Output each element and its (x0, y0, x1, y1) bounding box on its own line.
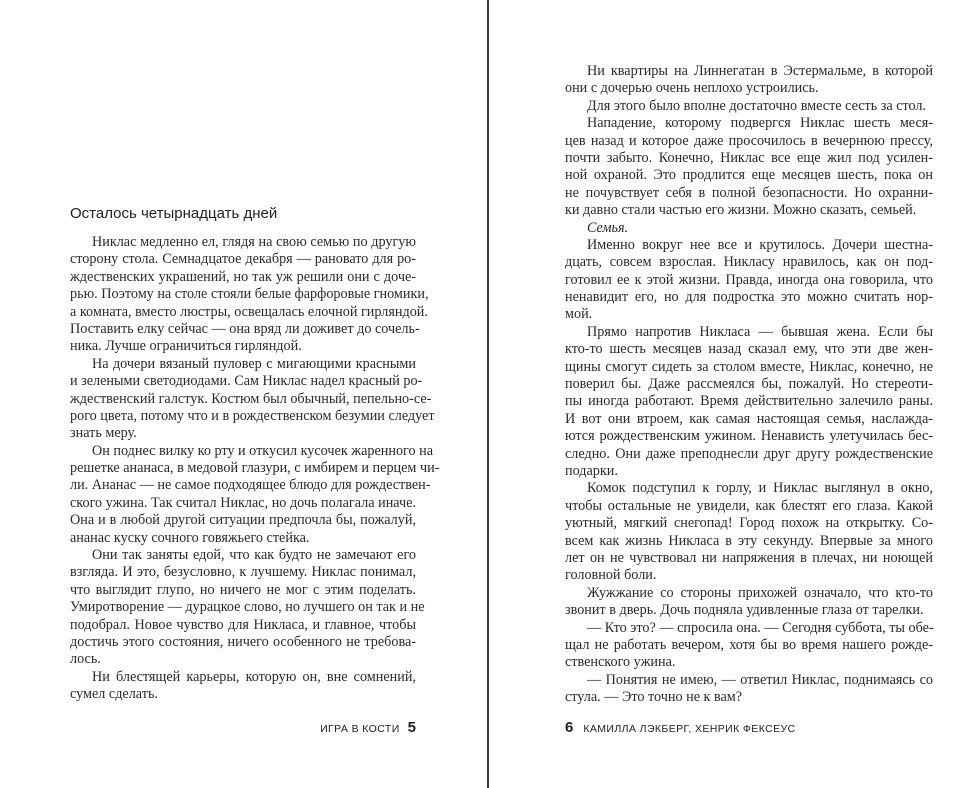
text-line: ника. Лучше ограничиться гирляндой. (70, 338, 302, 355)
paragraph (70, 669, 416, 704)
text-line: знать меру. (70, 425, 137, 442)
book-spine (487, 0, 489, 788)
text-line: головной боли. (565, 567, 657, 584)
paragraph (70, 547, 425, 669)
paragraph (70, 442, 440, 547)
right-page (565, 0, 933, 788)
text-line: щал не работать вечером, хотя бы во время нашего рожде- (565, 636, 933, 653)
text-line: ли. Ананас — не самое подходящее блюдо для рождествен- (70, 477, 431, 494)
text-line: ются рождественским ужином. Ненависть улетучилась бес- (565, 428, 933, 445)
text-line: не почувствует себя в полной безопасности. Но охранни- (565, 184, 933, 201)
text-line: уютный, мягкий снегопад! Город похож на открытку. Со- (565, 515, 933, 532)
left-page-footer (320, 719, 416, 737)
text-line: Умиротворение — дурацкое слово, но лучшего он так и не (70, 599, 425, 616)
paragraph (565, 115, 933, 219)
text-line: а комната, вместо люстры, освещалась елочной гирляндой. (70, 303, 428, 320)
paragraph (70, 234, 429, 356)
paragraph (565, 585, 933, 620)
text-line: ственского ужина. (565, 654, 676, 671)
text-line: Прямо напротив Никласа — бывшая жена. Если бы (587, 323, 933, 340)
page-number: 6 (565, 719, 574, 736)
paragraph (565, 63, 933, 98)
text-line: и зелеными светодиодами. Сам Никлас надел красный ро- (70, 373, 423, 390)
text-line: — Понятия не имею, — ответил Никлас, поднимаясь со (587, 671, 933, 688)
text-line: почти забыто. Конечно, Никлас все еще жил под усилен- (565, 149, 933, 166)
text-line: стула. — Это точно не к вам? (565, 689, 743, 706)
paragraph (70, 355, 435, 443)
text-line: подобрал. Новое чувство для Никласа, и главное, чтобы (70, 616, 416, 633)
paragraph (565, 480, 933, 584)
left-page (70, 0, 440, 788)
text-line: лет он не чувствовал ни напряжения в плечах, ни ноющей (565, 549, 933, 566)
text-line: ненавидит его, но для подростка это можно считать нор- (565, 289, 933, 306)
text-line: взгляда. И это, безусловно, к лучшему. Никлас понимал, (70, 564, 416, 581)
text-line: ского ужина. Так считал Никлас, но дочь полагала иначе. (70, 494, 416, 511)
text-line: щины смогут сидеть за столом вместе, Никлас, конечно, не (565, 358, 933, 375)
text-line: подарки. (565, 462, 618, 479)
text-line: Ни квартиры на Линнегатан в Эстермальме, в которой (587, 63, 933, 79)
text-line: На дочери вязаный пуловер с мигающими красными (92, 355, 416, 372)
right-page-body (565, 63, 933, 706)
text-line: поверил бы. Даже рассмеялся бы, пожалуй. Но стереоти- (565, 376, 933, 393)
right-page-footer (565, 719, 796, 737)
text-line: решетке ананаса, в медовой глазури, с имбирем и перцем чи- (70, 460, 440, 477)
text-line: сторону стола. Семнадцатое декабря — рановато для ро- (70, 251, 416, 268)
text-line: ждественский галстук. Костюм был обычный, пепельно-се- (70, 390, 432, 407)
text-line: Никлас медленно ел, глядя на свою семью по другую (92, 234, 416, 250)
text-line: следно. Они даже преподнесли друг другу рождественские (565, 445, 933, 462)
text-line: мой. (565, 306, 593, 323)
paragraph (565, 98, 933, 115)
text-line: чтобы остальные не увидели, как блестят его глаза. Какой (565, 497, 933, 514)
text-line: пы иногда работают. Время действительно залечило раны. (565, 393, 933, 410)
paragraph (565, 620, 933, 672)
text-line: рого цвета, потому что и в рождественском безумии следует (70, 407, 435, 424)
text-line: сумел сделать. (70, 686, 158, 703)
text-line: Именно вокруг нее все и крутилось. Дочери шестна- (587, 236, 933, 253)
text-line: ананас куску сочного говяжьего стейка. (70, 529, 310, 546)
paragraph (565, 672, 933, 707)
text-line: Семья. (587, 219, 629, 236)
paragraph (565, 237, 933, 324)
text-line: достичь этого состояния, ничего особенного не требова- (70, 633, 416, 650)
paragraph (565, 220, 933, 237)
text-line: Ни блестящей карьеры, которую он, вне сомнений, (92, 668, 416, 685)
running-title: КАМИЛЛА ЛЭКБЕРГ, ХЕНРИК ФЕКСЕУС (583, 723, 796, 735)
page-number: 5 (407, 719, 416, 736)
text-line: Жужжание со стороны прихожей означало, что кто-то (587, 584, 933, 601)
text-line: Он поднес вилку ко рту и откусил кусочек жаренного на (92, 442, 434, 459)
text-line: Она и в любой другой ситуации предпочла бы, пожалуй, (70, 512, 416, 529)
text-line: цев назад и которое даже просочилось в вечернюю прессу, (565, 132, 933, 149)
running-title: ИГРА В КОСТИ (320, 723, 400, 735)
text-line: Комок подступил к горлу, и Никлас выглянул в окно, (587, 480, 933, 497)
text-line: ной охраной. Это продлится еще месяцев шесть, пока он (565, 167, 933, 184)
text-line: лось. (70, 651, 101, 668)
text-line: Для этого было вполне достаточно вместе сесть за стол. (587, 97, 927, 114)
text-line: ки давно стали частью его жизни. Можно сказать, семьей. (565, 202, 917, 219)
text-line: звонит в дверь. Дочь подняла удивленные глаза от тарелки. (565, 602, 924, 619)
text-line: кто-то шесть месяцев назад сказал ему, что эти две жен- (565, 341, 933, 358)
text-line: И вот они втроем, как самая настоящая семья, наслажда- (565, 410, 933, 427)
text-line: что выглядит глупо, но ничего не мог с этим поделать. (70, 581, 416, 598)
text-line: Поставить елку сейчас — она вряд ли доживет до сочель- (70, 320, 420, 337)
text-line: ждественских украшений, но так уж решили они с доче- (70, 268, 416, 285)
left-page-body (70, 234, 440, 704)
text-line: они с дочерью очень неплохо устроились. (565, 80, 819, 97)
text-line: рью. Поэтому на столе стояли белые фарфоровые гномики, (70, 286, 429, 303)
text-line: Они так заняты едой, что как будто не замечают его (92, 547, 416, 564)
text-line: готовил ее к этой жизни. Правда, иногда она говорила, что (565, 271, 933, 288)
text-line: — Кто это? — спросила она. — Сегодня суббота, ты обе- (587, 619, 934, 636)
text-line: Нападение, которому подвергся Никлас шесть меся- (587, 115, 933, 132)
chapter-heading: Осталось четырнадцать дней (70, 205, 278, 222)
text-line: дцать, совсем взрослая. Никласу нравилось, как он под- (565, 254, 933, 271)
paragraph (565, 324, 933, 481)
text-line: всем как жизнь Никласа в эту секунду. Впервые за много (565, 532, 933, 549)
